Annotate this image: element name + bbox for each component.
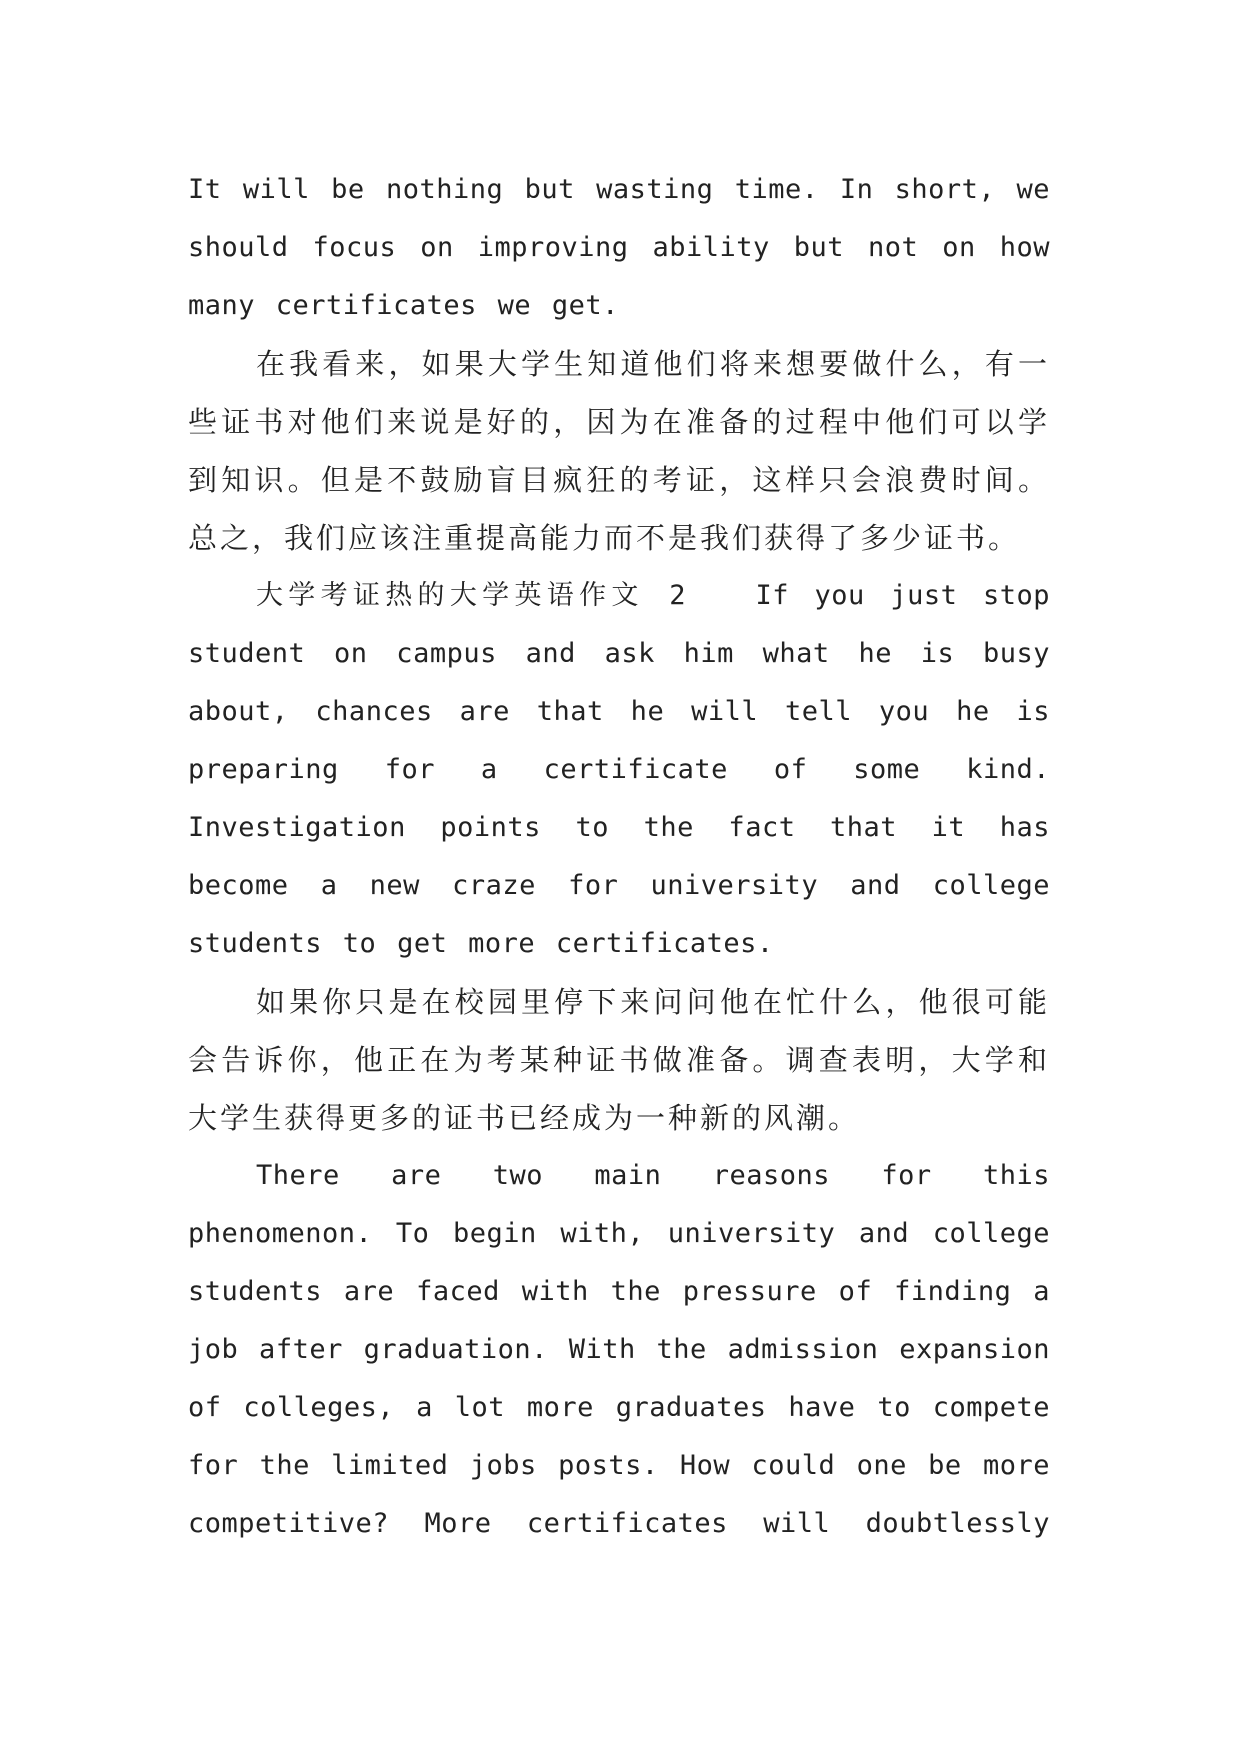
paragraph-chinese-translation-1: 在我看来，如果大学生知道他们将来想要做什么，有一些证书对他们来说是好的，因为在准备的过程中他们可以学到知识。但是不鼓励盲目疯狂的考证，这样只会浪费时间。总之，我们应该注重提高能力而不是我们获得了多少证书。 — [188, 347, 1050, 555]
paragraph-essay-2-intro: 大学考证热的大学英语作文 2 If you just stop student on campus and ask him what he is busy about, chances are that he will tell you he is preparing for a certificate of some kind. Investigation points to the fact that it has become a new craze for university and college students to get more certificates. — [188, 580, 1050, 959]
paragraph-english-reasons: There are two main reasons for this phenomenon. To begin with, university and college students are faced with the pressure of finding a job after graduation. With the admission expansion of colleges, a lot more graduates have to compete for the limited jobs posts. How could one be more competitive? More certificates will doubtlessly — [188, 1160, 1050, 1539]
paragraph-english-conclusion: It will be nothing but wasting time. In short, we should focus on improving ability but not on how many certificates we get. — [188, 174, 1050, 321]
paragraph-chinese-translation-2: 如果你只是在校园里停下来问问他在忙什么，他很可能会告诉你，他正在为考某种证书做准备。调查表明，大学和大学生获得更多的证书已经成为一种新的风潮。 — [188, 985, 1050, 1135]
document-body — [188, 161, 1050, 1553]
